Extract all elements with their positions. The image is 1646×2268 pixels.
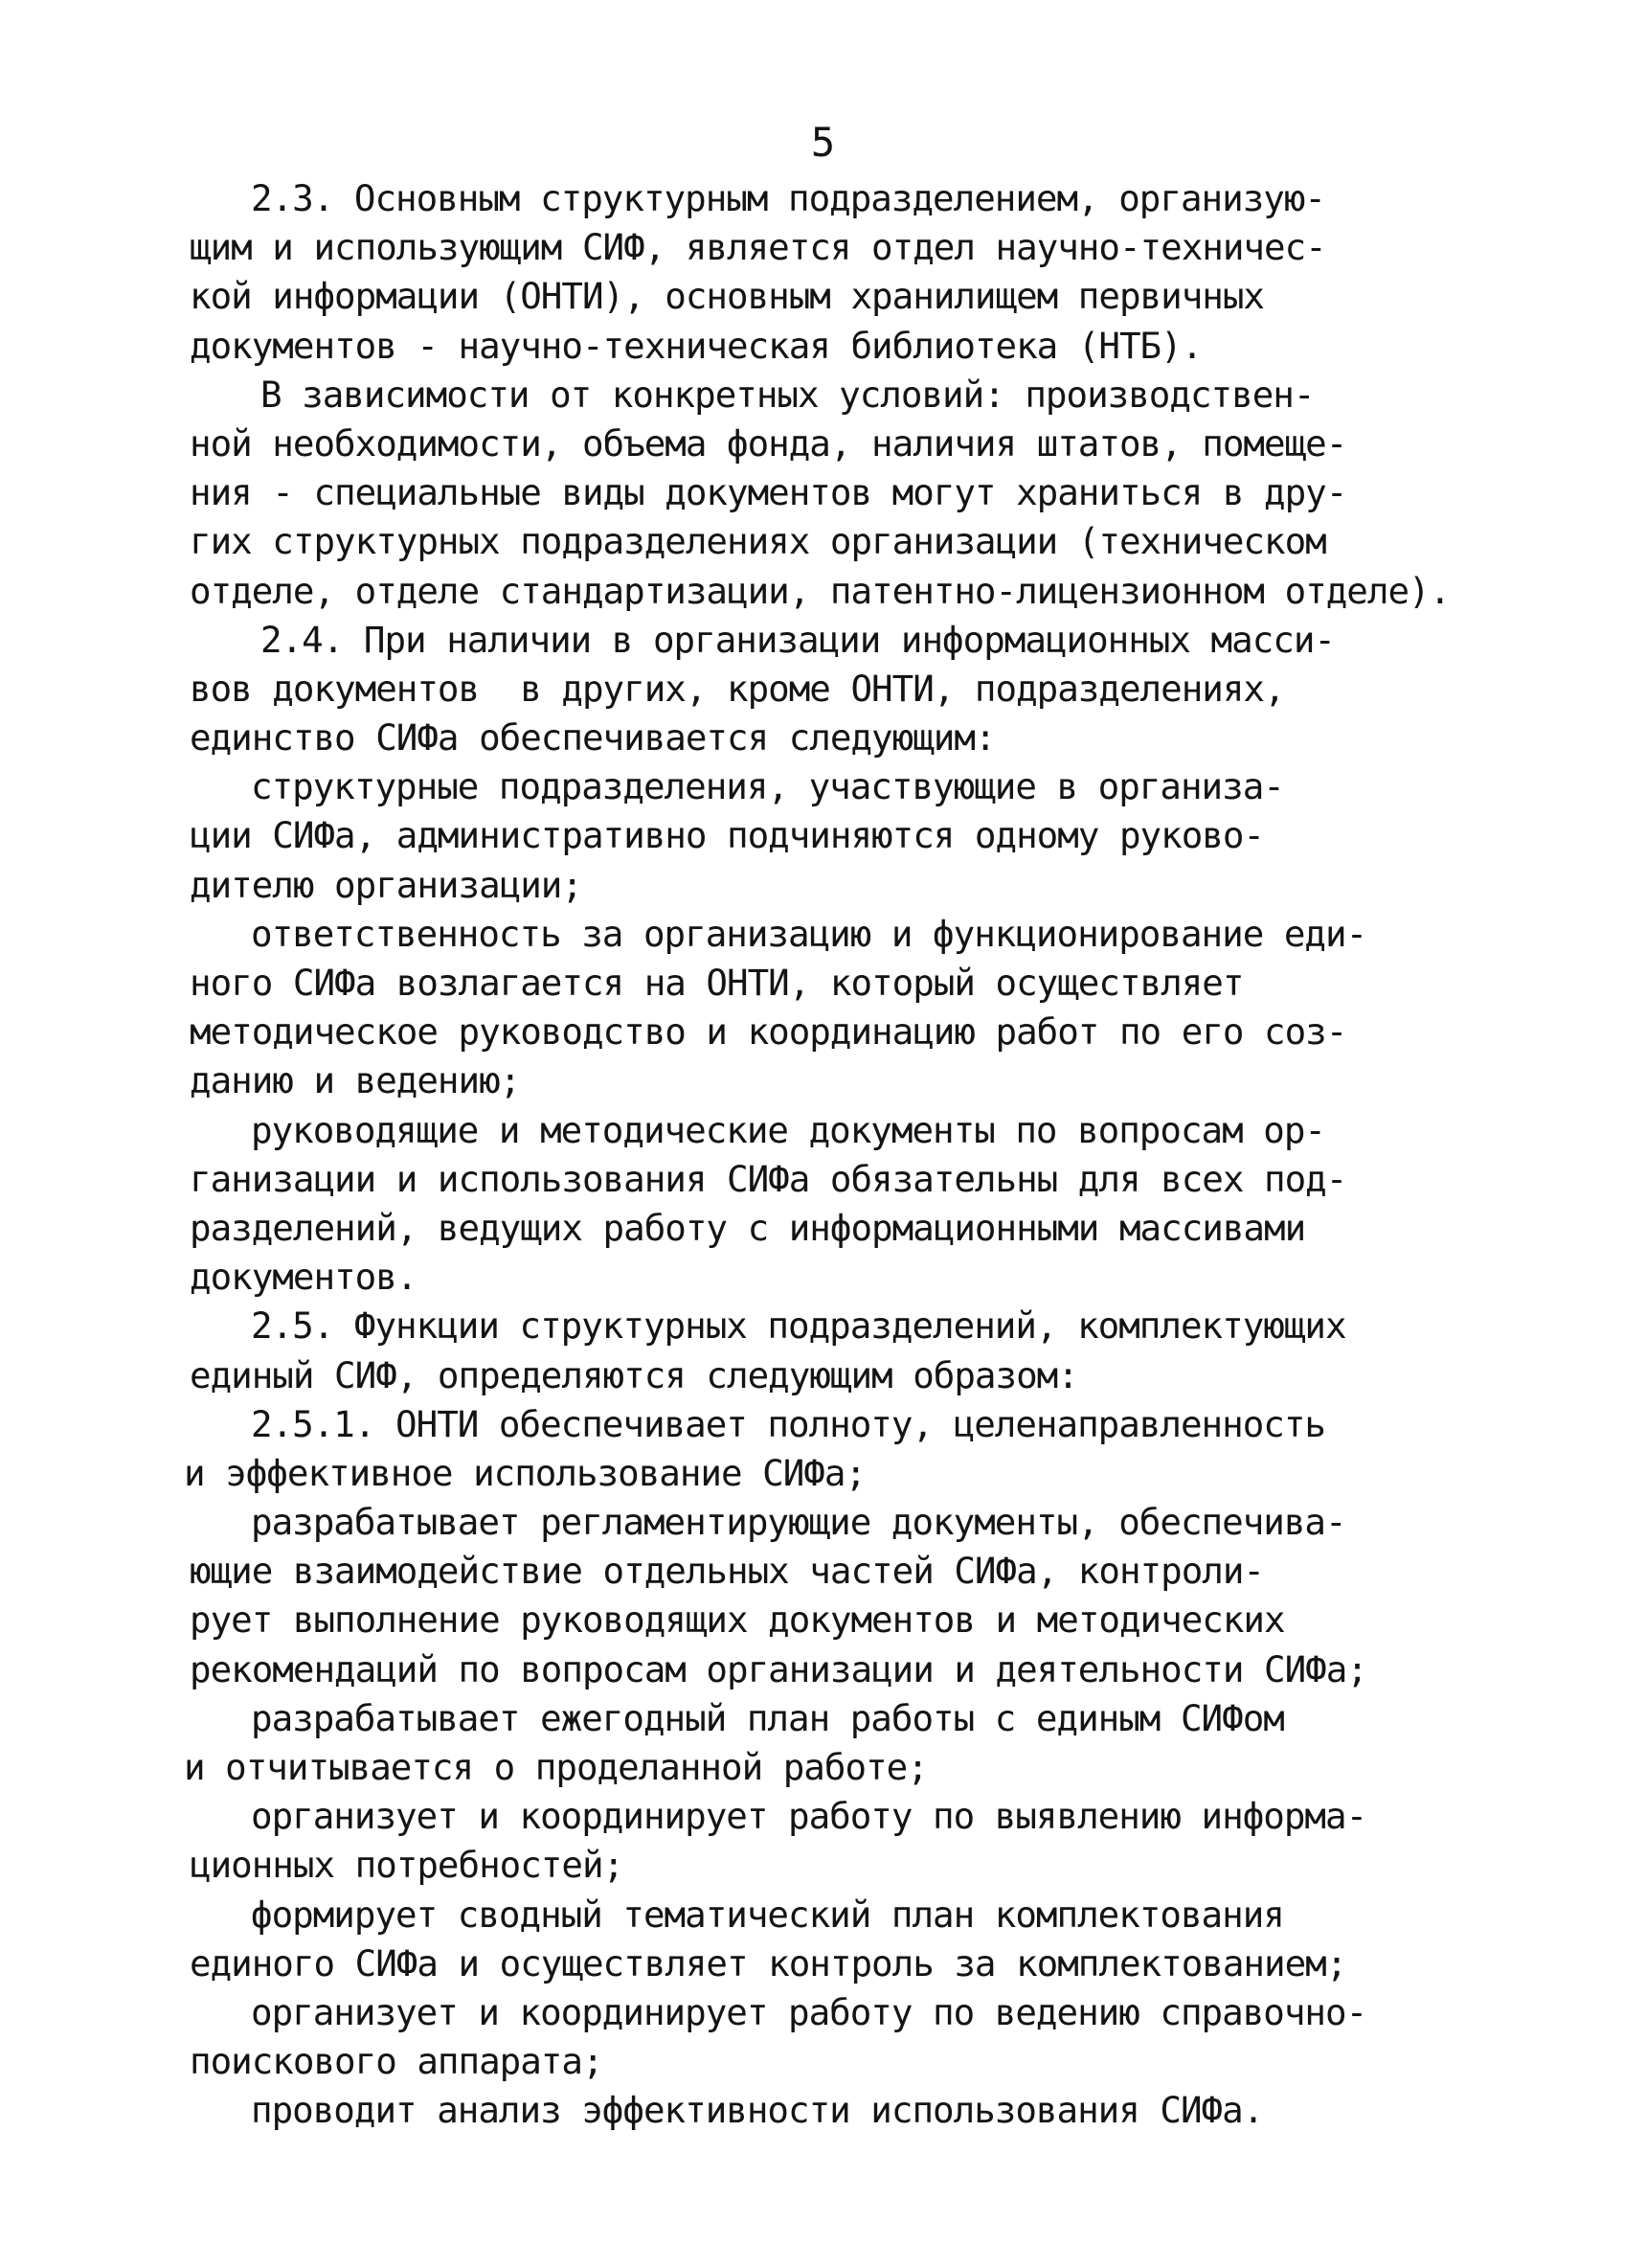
text-line: 2.3. Основным структурным подразделением, организую- [251,177,1325,219]
text-line: данию и ведению; [190,1059,521,1102]
text-line: ответственность за организацию и функционирование еди- [251,912,1367,955]
text-line: ной необходимости, объема фонда, наличия штатов, помеще- [190,421,1347,465]
text-line: и отчитывается о проделанной работе; [184,1746,928,1788]
text-line: организует и координирует работу по ведению справочно- [251,1990,1367,2033]
text-line: ции СИФа, административно подчиняются одному руково- [190,814,1264,857]
text-line: отделе, отделе стандартизации, патентно-лицензионном отделе). [190,569,1451,612]
text-line: проводит анализ эффективности использования СИФа. [251,2089,1264,2132]
text-line: руководящие и методические документы по вопросам ор- [251,1108,1325,1151]
text-line: щим и использующим СИФ, является отдел научно-техничес- [190,226,1326,269]
text-line: единый СИФ, определяются следующим образом: [190,1353,1078,1396]
text-line: формирует сводный тематический план комплектования [251,1893,1284,1936]
text-line: вов документов в других, кроме ОНТИ, подразделениях, [190,667,1285,710]
text-line: В зависимости от конкретных условий: производствен- [260,373,1315,416]
text-line: дителю организации; [190,863,582,906]
text-line: ганизации и использования СИФа обязательны для всех под- [190,1157,1347,1200]
page-text [0,174,1646,2136]
text-line: ционных потребностей; [190,1844,624,1887]
text-line: организует и координирует работу по выявлению информа- [251,1795,1367,1838]
page-number: 5 [810,119,836,166]
text-line: ющие взаимодействие отдельных частей СИФа, контроли- [190,1550,1264,1593]
text-line: структурные подразделения, участвующие в организа- [251,765,1284,808]
text-line: поискового аппарата; [190,2040,603,2083]
text-line: документов - научно-техническая библиотека (НТБ). [190,324,1203,367]
text-line: ния - специальные виды документов могут храниться в дру- [190,471,1347,514]
text-line: единого СИФа и осуществляет контроль за комплектованием; [190,1941,1347,1984]
text-line: 2.5. Функции структурных подразделений, комплектующих [251,1304,1346,1348]
text-line: кой информации (ОНТИ), основным хранилищем первичных [190,275,1264,318]
text-line: единство СИФа обеспечивается следующим: [190,716,996,760]
text-line: ного СИФа возлагается на ОНТИ, который осуществляет [190,962,1244,1004]
text-line: рекомендаций по вопросам организации и деятельности СИФа; [190,1647,1367,1690]
text-line: разрабатывает ежегодный план работы с единым СИФом [251,1696,1284,1739]
text-line: и эффективное использование СИФа; [184,1451,867,1494]
text-line: гих структурных подразделениях организации (техническом [190,520,1326,563]
text-line: рует выполнение руководящих документов и методических [190,1599,1285,1642]
text-line: документов. [190,1256,417,1299]
text-line: разрабатывает регламентирующие документы, обеспечива- [251,1501,1346,1544]
text-line: разделений, ведущих работу с информационными массивами [190,1206,1306,1249]
text-line: 2.5.1. ОНТИ обеспечивает полноту, целенаправленность [251,1402,1325,1445]
text-line: 2.4. При наличии в организации информационных масси- [260,618,1335,661]
text-line: методическое руководство и координацию работ по его соз- [190,1010,1347,1054]
